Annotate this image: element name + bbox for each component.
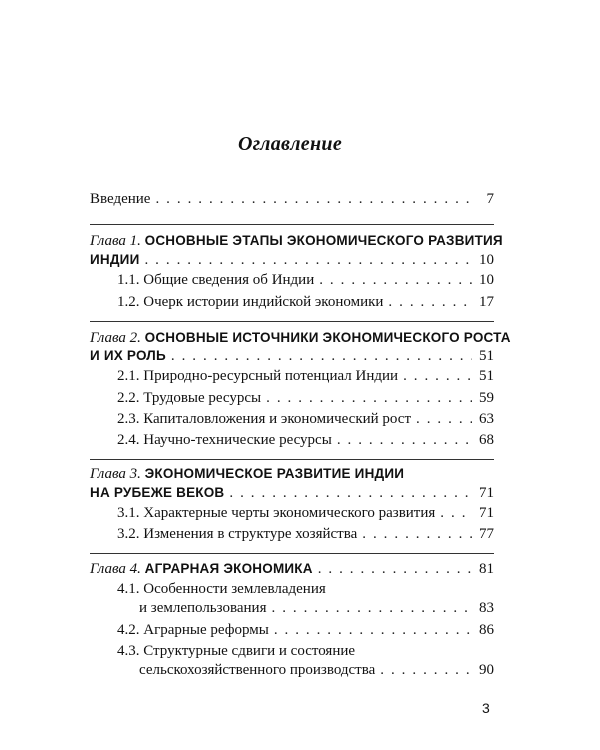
leader-dots bbox=[155, 190, 472, 208]
chapter-title: И ИХ РОЛЬ bbox=[90, 348, 166, 363]
toc-entry-page: 90 bbox=[479, 662, 494, 678]
toc-entry-title: 4.1. Особенности землевладения bbox=[117, 581, 326, 597]
section-divider bbox=[90, 553, 494, 554]
chapter-2-heading[interactable] bbox=[90, 329, 511, 347]
leader-dots bbox=[144, 251, 472, 269]
chapter-title: ИНДИИ bbox=[90, 252, 140, 267]
toc-entry-page: 83 bbox=[479, 600, 494, 616]
toc-section-3-1[interactable] bbox=[117, 504, 494, 522]
toc-entry-page: 71 bbox=[479, 485, 494, 501]
chapter-title: ЭКОНОМИЧЕСКОЕ РАЗВИТИЕ ИНДИИ bbox=[144, 466, 405, 481]
leader-dots bbox=[362, 525, 472, 543]
toc-section-3-2[interactable] bbox=[117, 525, 494, 543]
toc-entry-title: 2.2. Трудовые ресурсы bbox=[117, 390, 262, 406]
toc-entry-page: 86 bbox=[479, 622, 494, 638]
chapter-title: ОСНОВНЫЕ ЭТАПЫ ЭКОНОМИЧЕСКОГО РАЗВИТИЯ bbox=[144, 233, 503, 248]
chapter-3-heading[interactable] bbox=[90, 465, 404, 483]
toc-entry-title: 1.1. Общие сведения об Индии bbox=[117, 272, 315, 288]
leader-dots bbox=[380, 661, 472, 679]
leader-dots bbox=[318, 560, 472, 578]
page-title: Оглавление bbox=[237, 133, 342, 155]
toc-entry-page: 81 bbox=[479, 561, 494, 577]
toc-entry-page: 7 bbox=[486, 191, 494, 207]
chapter-label: Глава 4. bbox=[90, 561, 141, 577]
chapter-title: ОСНОВНЫЕ ИСТОЧНИКИ ЭКОНОМИЧЕСКОГО РОСТА bbox=[144, 330, 511, 345]
toc-entry-page: 10 bbox=[479, 252, 494, 268]
chapter-title: АГРАРНАЯ ЭКОНОМИКА bbox=[144, 561, 313, 576]
toc-entry-page: 17 bbox=[479, 294, 494, 310]
leader-dots bbox=[440, 504, 472, 522]
toc-section-2-1[interactable] bbox=[117, 367, 494, 385]
toc-section-4-3-cont[interactable] bbox=[139, 661, 494, 679]
toc-section-4-2[interactable] bbox=[117, 621, 494, 639]
toc-section-4-3[interactable] bbox=[117, 642, 355, 660]
toc-section-4-1[interactable] bbox=[117, 580, 326, 598]
section-divider bbox=[90, 321, 494, 322]
chapter-1-heading-cont[interactable] bbox=[90, 251, 494, 269]
leader-dots bbox=[319, 271, 472, 289]
toc-entry-title: Введение bbox=[90, 191, 151, 207]
chapter-1-heading[interactable] bbox=[90, 232, 503, 250]
toc-section-2-4[interactable] bbox=[117, 431, 494, 449]
toc-entry-title: 3.2. Изменения в структуре хозяйства bbox=[117, 526, 358, 542]
chapter-label: Глава 1. bbox=[90, 233, 141, 249]
toc-entry-page: 59 bbox=[479, 390, 494, 406]
leader-dots bbox=[403, 367, 472, 385]
toc-entry-page: 77 bbox=[479, 526, 494, 542]
toc-entry-title: сельскохозяйственного производства bbox=[139, 662, 376, 678]
chapter-4-heading[interactable] bbox=[90, 560, 494, 578]
chapter-label: Глава 2. bbox=[90, 330, 141, 346]
leader-dots bbox=[388, 293, 472, 311]
leader-dots bbox=[171, 347, 472, 365]
toc-entry-page: 51 bbox=[479, 368, 494, 384]
leader-dots bbox=[416, 410, 472, 428]
toc-section-1-2[interactable] bbox=[117, 293, 494, 311]
chapter-label: Глава 3. bbox=[90, 466, 141, 482]
toc-entry-title: 3.1. Характерные черты экономического развития bbox=[117, 505, 436, 521]
toc-entry-page: 63 bbox=[479, 411, 494, 427]
toc-entry-title: 4.2. Аграрные реформы bbox=[117, 622, 269, 638]
toc-section-4-1-cont[interactable] bbox=[139, 599, 494, 617]
leader-dots bbox=[229, 484, 472, 502]
leader-dots bbox=[266, 389, 472, 407]
toc-entry-page: 71 bbox=[479, 505, 494, 521]
toc-entry-page: 10 bbox=[479, 272, 494, 288]
section-divider bbox=[90, 459, 494, 460]
chapter-3-heading-cont[interactable] bbox=[90, 484, 494, 502]
toc-entry-page: 68 bbox=[479, 432, 494, 448]
toc-entry-title: и землепользования bbox=[139, 600, 267, 616]
toc-entry-title: 2.4. Научно-технические ресурсы bbox=[117, 432, 332, 448]
toc-entry-title: 2.3. Капиталовложения и экономический рост bbox=[117, 411, 412, 427]
chapter-title: НА РУБЕЖЕ ВЕКОВ bbox=[90, 485, 225, 500]
toc-section-1-1[interactable] bbox=[117, 271, 494, 289]
toc-entry-page: 51 bbox=[479, 348, 494, 364]
toc-entry-title: 2.1. Природно-ресурсный потенциал Индии bbox=[117, 368, 399, 384]
toc-entry-title: 4.3. Структурные сдвиги и состояние bbox=[117, 643, 356, 659]
section-divider bbox=[90, 224, 494, 225]
toc-entry-title: 1.2. Очерк истории индийской экономики bbox=[117, 294, 384, 310]
toc-section-2-3[interactable] bbox=[117, 410, 494, 428]
leader-dots bbox=[274, 621, 472, 639]
toc-entry-intro[interactable] bbox=[90, 190, 494, 208]
leader-dots bbox=[337, 431, 472, 449]
chapter-2-heading-cont[interactable] bbox=[90, 347, 494, 365]
page-number: 3 bbox=[482, 700, 490, 716]
toc-section-2-2[interactable] bbox=[117, 389, 494, 407]
leader-dots bbox=[272, 599, 473, 617]
